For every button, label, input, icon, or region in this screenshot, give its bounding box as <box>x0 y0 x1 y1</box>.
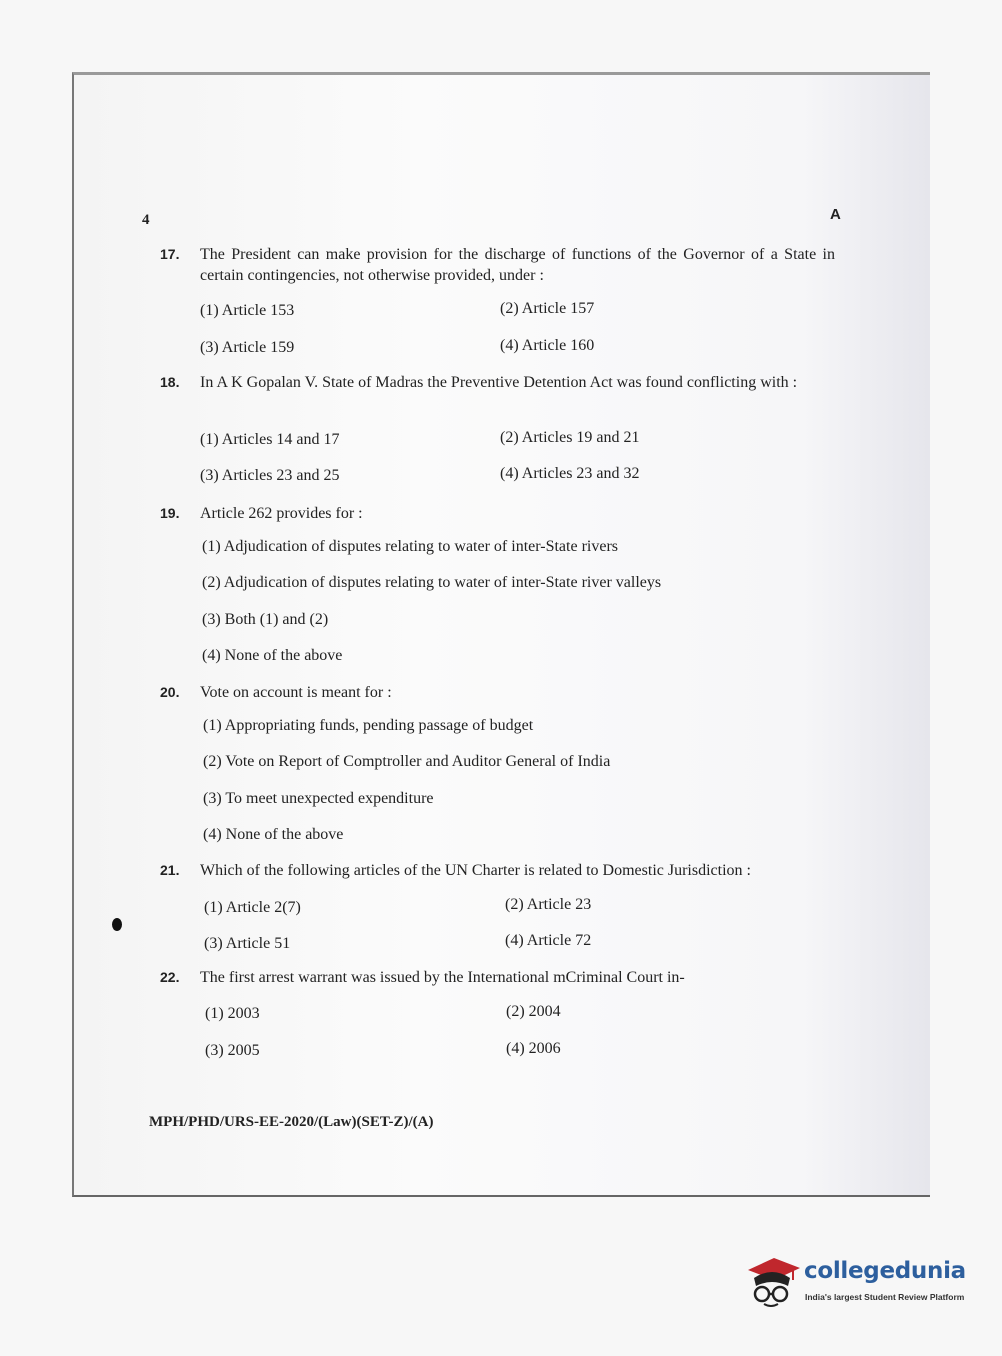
ink-mark <box>112 918 122 931</box>
brand-name: collegedunia <box>804 1258 966 1284</box>
option-18-1: (1) Articles 14 and 17 <box>200 431 340 448</box>
question-22 <box>160 967 835 988</box>
option-20-4: (4) None of the above <box>203 826 344 843</box>
paper-sheet <box>72 72 930 1197</box>
question-number: 22. <box>160 969 180 985</box>
option-17-1: (1) Article 153 <box>200 302 295 319</box>
page-number: 4 <box>142 212 150 228</box>
paper-code-footer: MPH/PHD/URS-EE-2020/(Law)(SET-Z)/(A) <box>149 1114 434 1130</box>
question-number: 21. <box>160 862 180 878</box>
question-text: Which of the following articles of the UN Charter is related to Domestic Jurisdiction : <box>200 862 751 879</box>
question-text: Article 262 provides for : <box>200 505 363 522</box>
question-text: The first arrest warrant was issued by the International mCriminal Court in- <box>200 969 685 986</box>
question-17 <box>160 244 835 286</box>
option-17-3: (3) Article 159 <box>200 339 295 356</box>
option-21-1: (1) Article 2(7) <box>204 899 301 916</box>
option-17-4: (4) Article 160 <box>500 337 595 354</box>
question-19 <box>160 503 835 524</box>
question-number: 20. <box>160 684 180 700</box>
question-number: 18. <box>160 374 180 390</box>
option-20-2: (2) Vote on Report of Comptroller and Auditor General of India <box>203 753 611 770</box>
question-number: 17. <box>160 246 180 262</box>
option-17-2: (2) Article 157 <box>500 300 595 317</box>
question-21 <box>160 860 840 881</box>
question-18 <box>160 372 835 393</box>
option-20-3: (3) To meet unexpected expenditure <box>203 790 434 807</box>
option-22-1: (1) 2003 <box>205 1005 260 1022</box>
option-21-2: (2) Article 23 <box>505 896 592 913</box>
option-21-4: (4) Article 72 <box>505 932 592 949</box>
option-22-4: (4) 2006 <box>506 1040 561 1057</box>
collegedunia-watermark <box>744 1252 969 1312</box>
option-18-3: (3) Articles 23 and 25 <box>200 467 340 484</box>
option-19-3: (3) Both (1) and (2) <box>202 611 329 628</box>
option-18-2: (2) Articles 19 and 21 <box>500 429 640 446</box>
question-text: Vote on account is meant for : <box>200 684 392 701</box>
option-22-2: (2) 2004 <box>506 1003 561 1020</box>
option-21-3: (3) Article 51 <box>204 935 291 952</box>
option-18-4: (4) Articles 23 and 32 <box>500 465 640 482</box>
question-number: 19. <box>160 505 180 521</box>
option-19-1: (1) Adjudication of disputes relating to water of inter-State rivers <box>202 538 619 555</box>
option-20-1: (1) Appropriating funds, pending passage of budget <box>203 717 534 734</box>
graduate-mascot-icon <box>744 1252 800 1310</box>
question-text: The President can make provision for the discharge of functions of the Governor of a State in certain contingencies, not otherwise provided, under : <box>200 246 835 284</box>
set-letter: A <box>830 206 841 223</box>
option-19-2: (2) Adjudication of disputes relating to water of inter-State river valleys <box>202 574 662 591</box>
option-22-3: (3) 2005 <box>205 1042 260 1059</box>
brand-tagline: India's largest Student Review Platform <box>805 1292 965 1302</box>
question-text: In A K Gopalan V. State of Madras the Preventive Detention Act was found conflicting with : <box>200 374 798 391</box>
question-20 <box>160 682 835 703</box>
option-19-4: (4) None of the above <box>202 647 343 664</box>
